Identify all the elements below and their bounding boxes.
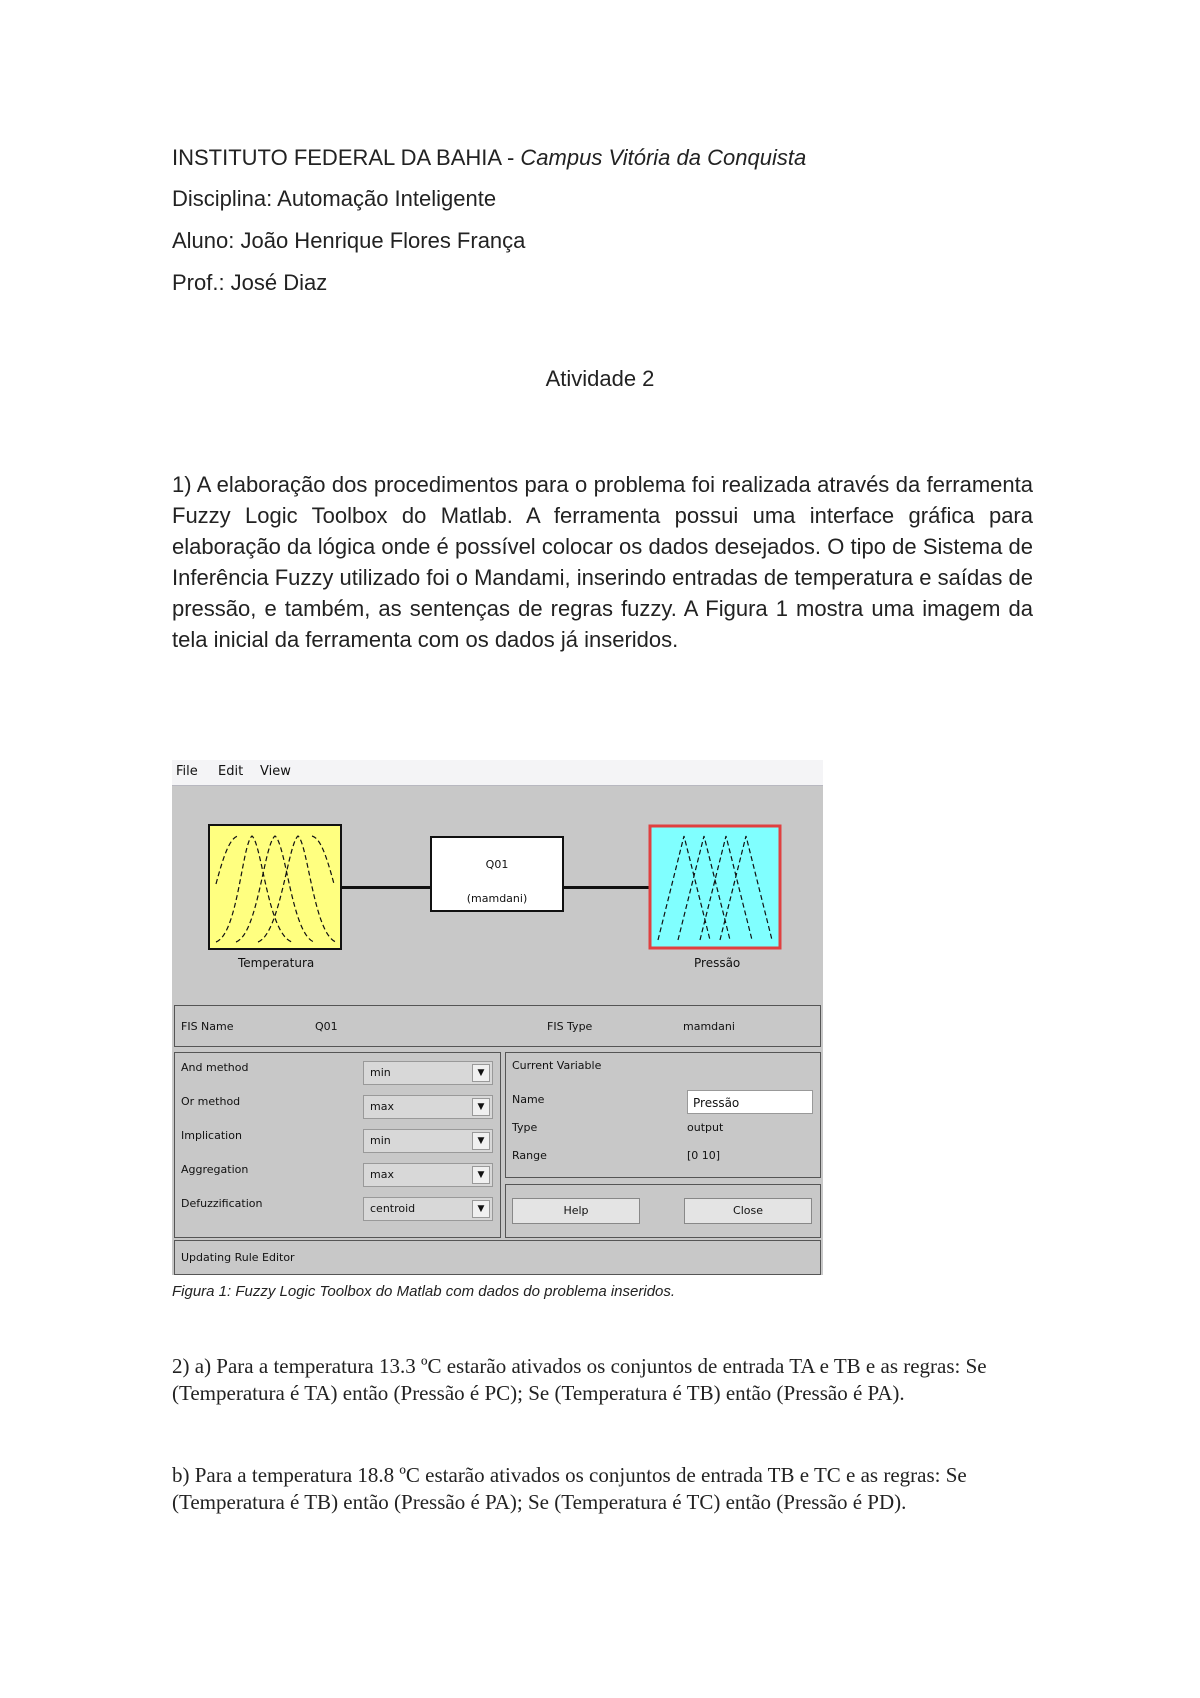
menu-edit[interactable]: Edit: [218, 764, 244, 779]
system-type: (mamdani): [466, 892, 528, 905]
chevron-down-icon: ▼: [472, 1200, 490, 1218]
connector-right: [560, 886, 650, 889]
status-bar: [174, 1240, 821, 1275]
student-line: Aluno: João Henrique Flores França: [172, 228, 526, 253]
fis-editor-screenshot: [172, 760, 823, 1275]
institute-line: [172, 144, 806, 172]
close-button[interactable]: Close: [684, 1198, 812, 1224]
chevron-down-icon: ▼: [472, 1132, 490, 1150]
methods-panel: [174, 1052, 501, 1238]
help-button[interactable]: Help: [512, 1198, 640, 1224]
fis-type-label: FIS Type: [547, 1020, 593, 1033]
answer-b: b) Para a temperatura 18.8 ºC estarão ativados os conjuntos de entrada TB e TC e as regras: Se (Temperatura é TB) então (Pressão é PA); Se (Temperatura é TC) então (Pressão é PD).: [172, 1463, 967, 1514]
menu-view[interactable]: View: [260, 764, 291, 779]
fis-type-value: mamdani: [683, 1020, 735, 1033]
range-value: [0 10]: [687, 1149, 721, 1162]
input-label: Temperatura: [238, 956, 315, 970]
system-name: Q01: [485, 858, 509, 871]
document-title: Atividade 2: [545, 366, 655, 391]
method-label-implication: Implication: [181, 1129, 242, 1142]
figure-caption: Figura 1: Fuzzy Logic Toolbox do Matlab com dados do problema inseridos.: [172, 1283, 676, 1300]
implication-select[interactable]: min ▼: [363, 1129, 493, 1153]
range-label: Range: [512, 1149, 547, 1162]
chevron-down-icon: ▼: [472, 1166, 490, 1184]
or-method-select[interactable]: max ▼: [363, 1095, 493, 1119]
institute-name: INSTITUTO FEDERAL DA BAHIA -: [172, 145, 515, 170]
current-variable-label: Current Variable: [512, 1059, 602, 1072]
current-variable-panel: [505, 1052, 821, 1178]
input-mf-box[interactable]: [208, 824, 342, 950]
status-text: Updating Rule Editor: [181, 1251, 295, 1264]
type-label: Type: [512, 1121, 538, 1134]
menu-bar: [172, 760, 823, 786]
output-mf-box[interactable]: [648, 824, 782, 950]
method-label-defuzzification: Defuzzification: [181, 1197, 263, 1210]
buttons-panel: [505, 1184, 821, 1238]
answer-a: 2) a) Para a temperatura 13.3 ºC estarão ativados os conjuntos de entrada TA e TB e as regras: Se (Temperatura é TA) então (Pressão é PC); Se (Temperatura é TB) então (Pressão é PA).: [172, 1354, 987, 1405]
method-label-and: And method: [181, 1061, 249, 1074]
connector-left: [342, 886, 432, 889]
system-box[interactable]: [430, 836, 564, 912]
defuzzification-select[interactable]: centroid ▼: [363, 1197, 493, 1221]
fis-info-panel: [174, 1005, 821, 1047]
chevron-down-icon: ▼: [472, 1064, 490, 1082]
paragraph-1: 1) A elaboração dos procedimentos para o problema foi realizada através da ferramenta Fuzzy Logic Toolbox do Matlab. A ferramenta possui uma interface gráfica para elaboração da lógica onde é possível colocar os dados desejados. O tipo de Sistema de Inferência Fuzzy utilizado foi o Mandami, inserindo entradas de temperatura e saídas de pressão, e também, as sentenças de regras fuzzy. A Figura 1 mostra uma imagem da tela inicial da ferramenta com os dados já inseridos.: [172, 472, 1033, 652]
name-label: Name: [512, 1093, 545, 1106]
fis-diagram: [172, 786, 823, 1004]
menu-file[interactable]: File: [176, 764, 198, 779]
and-method-select[interactable]: min ▼: [363, 1061, 493, 1085]
campus-name: Campus Vitória da Conquista: [520, 145, 807, 170]
method-label-aggregation: Aggregation: [181, 1163, 249, 1176]
output-label: Pressão: [694, 956, 741, 970]
aggregation-select[interactable]: max ▼: [363, 1163, 493, 1187]
chevron-down-icon: ▼: [472, 1098, 490, 1116]
type-value: output: [687, 1121, 724, 1134]
variable-name-input[interactable]: Pressão: [687, 1090, 813, 1114]
method-label-or: Or method: [181, 1095, 241, 1108]
discipline-line: Disciplina: Automação Inteligente: [172, 186, 497, 211]
professor-line: Prof.: José Diaz: [172, 270, 328, 295]
fis-name-value: Q01: [315, 1020, 338, 1033]
fis-name-label: FIS Name: [181, 1020, 234, 1033]
